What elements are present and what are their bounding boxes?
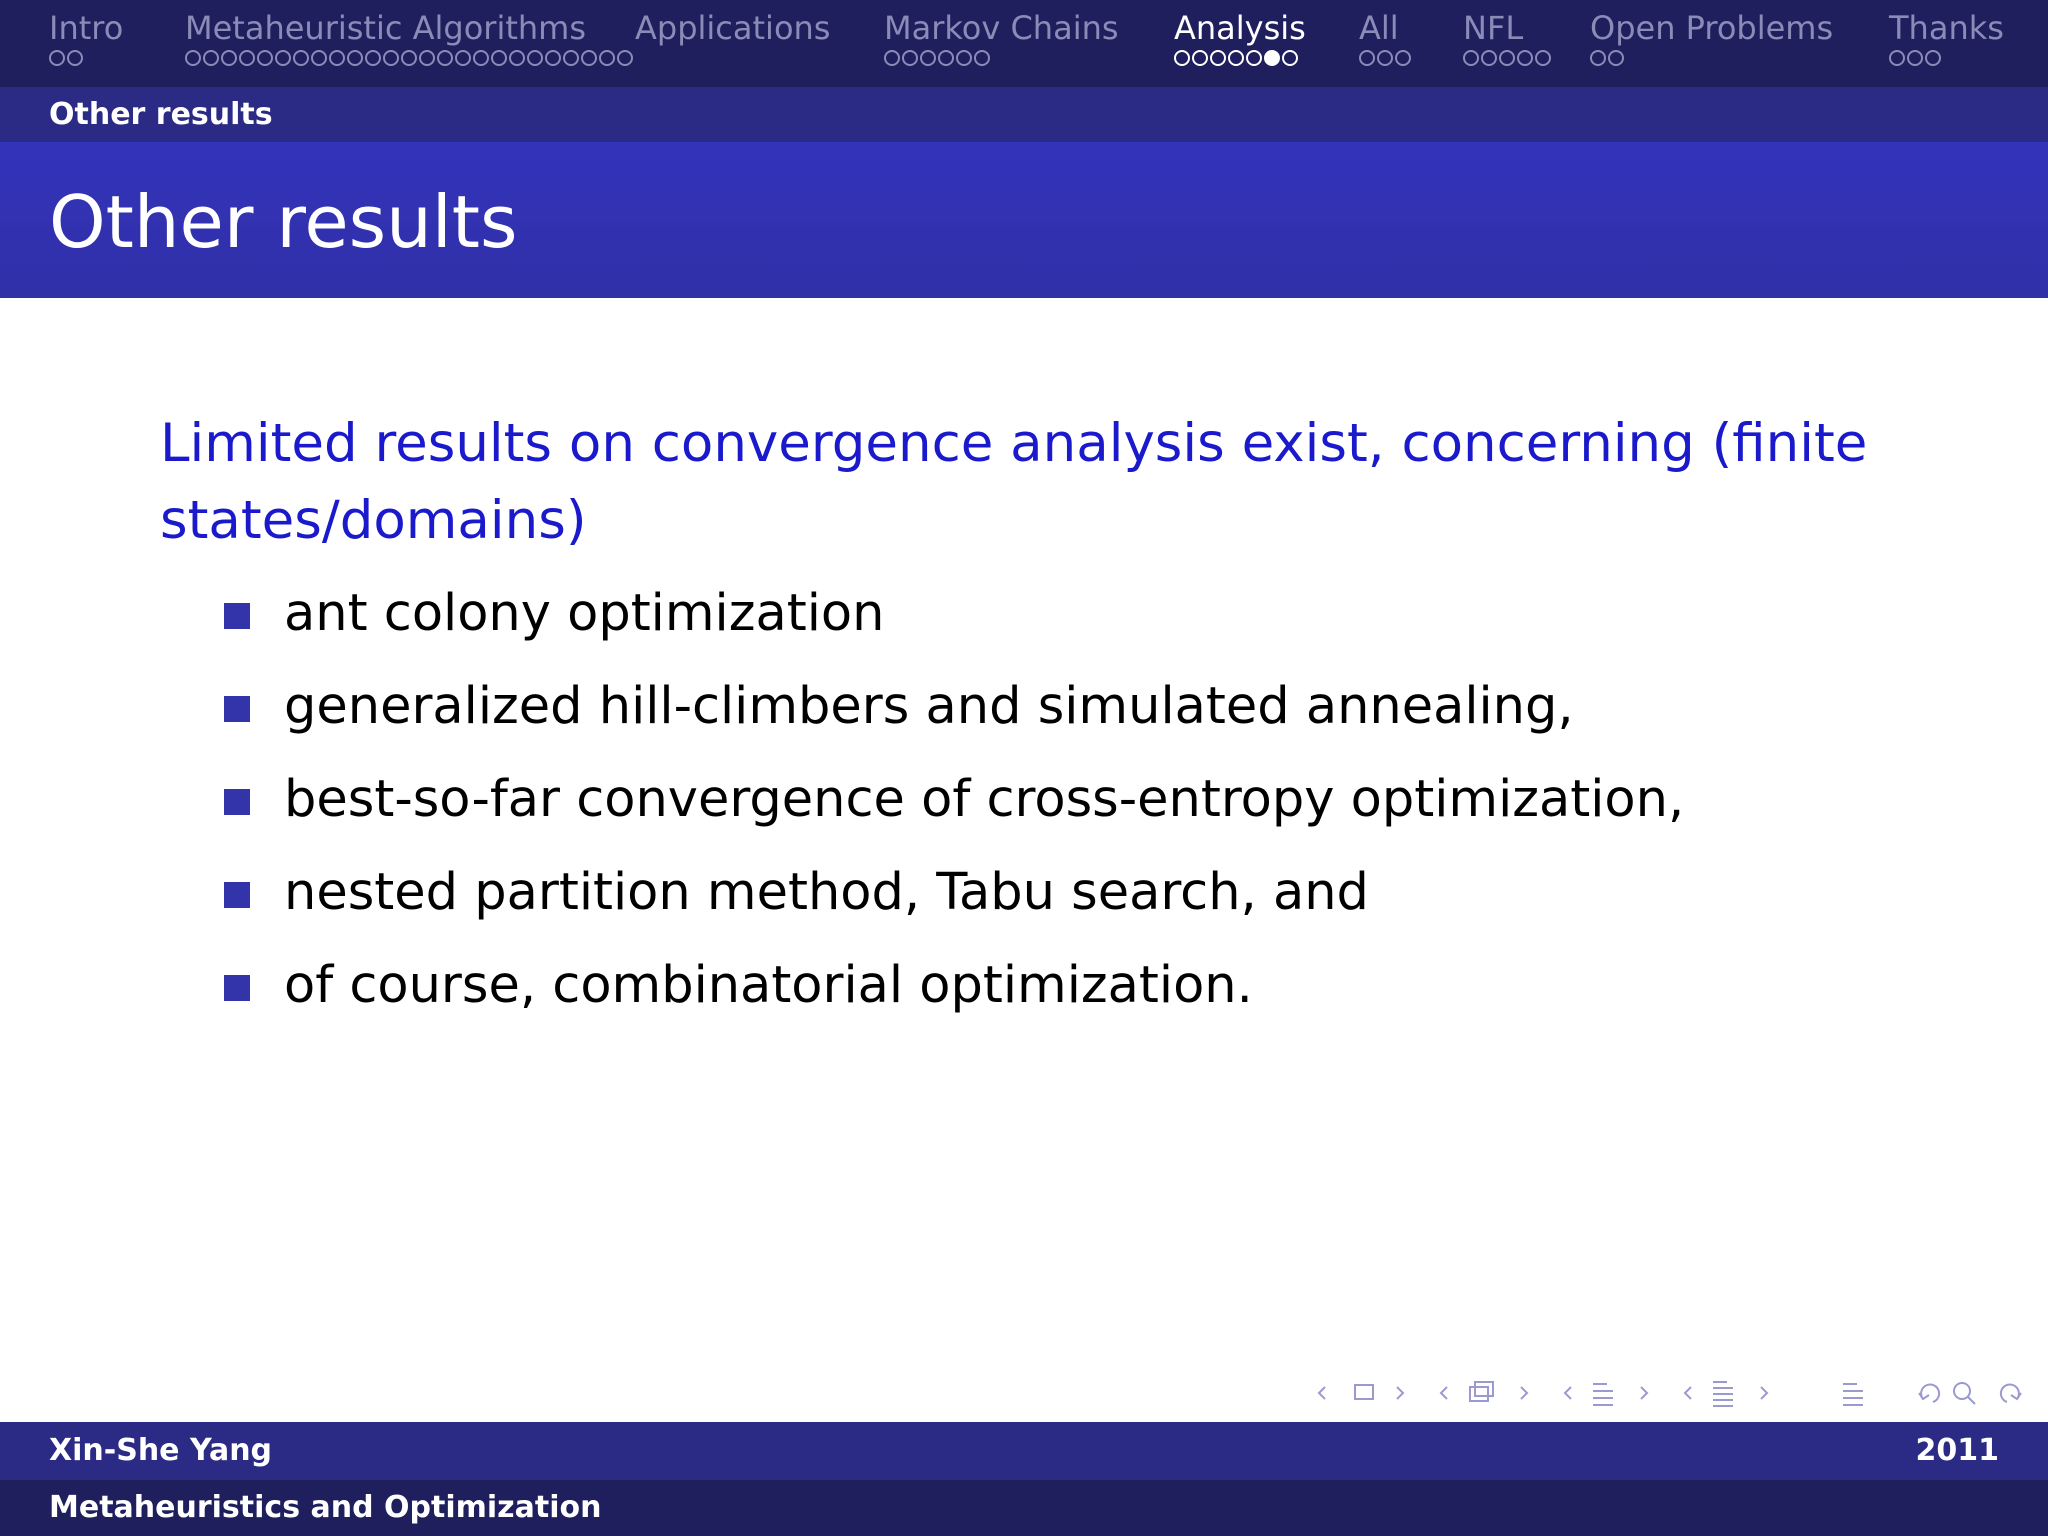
- frame-dot[interactable]: [311, 50, 327, 66]
- frame-dot[interactable]: [49, 50, 65, 66]
- nav-section-nfl[interactable]: [1463, 8, 1553, 70]
- frame-dot[interactable]: [1246, 50, 1262, 66]
- nav-section-all[interactable]: [1359, 8, 1413, 70]
- nav-section-title[interactable]: Analysis: [1174, 9, 1306, 47]
- frame-dot[interactable]: [491, 50, 507, 66]
- next-subsection-icon[interactable]: [1521, 1387, 1527, 1399]
- frame-dot[interactable]: [1889, 50, 1905, 66]
- previous-subsection-icon[interactable]: [1441, 1387, 1447, 1399]
- nav-section-title[interactable]: Open Problems: [1590, 9, 1834, 47]
- bullet-text: ant colony optimization: [284, 584, 885, 643]
- square-bullet-icon: [224, 975, 250, 1001]
- frame-dot[interactable]: [275, 50, 291, 66]
- nav-section-analysis[interactable]: [1174, 8, 1306, 70]
- section-nav-group[interactable]: [1565, 1384, 1647, 1405]
- nav-symbols-svg: [1315, 1375, 2035, 1411]
- frame-dot[interactable]: [1517, 50, 1533, 66]
- square-bullet-icon: [224, 603, 250, 629]
- frame-dot[interactable]: [1192, 50, 1208, 66]
- bullet-text: nested partition method, Tabu search, and: [284, 863, 1369, 922]
- frame-dot[interactable]: [401, 50, 417, 66]
- frame-dot[interactable]: [1925, 50, 1941, 66]
- square-bullet-icon: [224, 696, 250, 722]
- nav-frame-dots[interactable]: [884, 50, 1119, 70]
- frame-dot[interactable]: [1481, 50, 1497, 66]
- intro-text: Limited results on convergence analysis exist, concerning (finite states/domains): [160, 413, 1868, 551]
- frame-dot[interactable]: [1535, 50, 1551, 66]
- subsection-icon[interactable]: [1470, 1382, 1493, 1401]
- frame-dot[interactable]: [974, 50, 990, 66]
- nav-frame-dots[interactable]: [1590, 50, 1833, 70]
- frame-dot[interactable]: [902, 50, 918, 66]
- footer-year: 2011: [1915, 1433, 1999, 1468]
- nav-section-title[interactable]: Markov Chains: [884, 9, 1119, 47]
- frame-dot[interactable]: [473, 50, 489, 66]
- nav-frame-dots[interactable]: [185, 50, 635, 70]
- frame-dot[interactable]: [455, 50, 471, 66]
- frame-dot[interactable]: [617, 50, 633, 66]
- bullet-text: of course, combinatorial optimization.: [284, 956, 1253, 1015]
- subsection-bar: [0, 87, 2048, 142]
- forward-icon[interactable]: [2001, 1384, 2021, 1402]
- next-frame-icon[interactable]: [1397, 1387, 1403, 1399]
- frame-title: Other results: [49, 180, 518, 264]
- nav-section-title[interactable]: Intro: [49, 9, 124, 47]
- subsection-nav-group[interactable]: [1441, 1382, 1527, 1401]
- frame-dot[interactable]: [1907, 50, 1923, 66]
- frame-nav-group[interactable]: [1319, 1385, 1403, 1399]
- frame-dot[interactable]: [257, 50, 273, 66]
- frame-dot[interactable]: [1590, 50, 1606, 66]
- frame-dot[interactable]: [1282, 50, 1298, 66]
- frame-dot[interactable]: [1608, 50, 1624, 66]
- frame-dot[interactable]: [509, 50, 525, 66]
- appendix-icon[interactable]: [1843, 1384, 1863, 1405]
- nav-frame-dots[interactable]: [1174, 50, 1306, 70]
- nav-section-title[interactable]: Applications: [635, 9, 831, 47]
- frame-dot[interactable]: [419, 50, 435, 66]
- frame-dot[interactable]: [545, 50, 561, 66]
- frame-dot[interactable]: [1228, 50, 1244, 66]
- frame-dot[interactable]: [239, 50, 255, 66]
- frame-dot[interactable]: [563, 50, 579, 66]
- nav-section-thanks[interactable]: [1889, 8, 2004, 70]
- nav-frame-dots[interactable]: [1463, 50, 1553, 70]
- footer-author: Xin-She Yang: [49, 1433, 273, 1468]
- frame-title-bar: [0, 142, 2048, 298]
- footer-presentation-title: Metaheuristics and Optimization: [49, 1490, 602, 1525]
- square-bullet-icon: [224, 789, 250, 815]
- document-icon[interactable]: [1713, 1382, 1733, 1406]
- document-nav-group[interactable]: [1685, 1382, 1767, 1406]
- previous-frame-icon[interactable]: [1319, 1387, 1325, 1399]
- frame-dot[interactable]: [1377, 50, 1393, 66]
- nav-section-markov-chains[interactable]: [884, 8, 1119, 70]
- next-document-section-icon[interactable]: [1761, 1387, 1767, 1399]
- section-icon[interactable]: [1593, 1384, 1613, 1405]
- nav-section-title[interactable]: All: [1359, 9, 1399, 47]
- nav-frame-dots[interactable]: [1889, 50, 2004, 70]
- frame-dot[interactable]: [329, 50, 345, 66]
- nav-section-intro[interactable]: [49, 8, 123, 70]
- beamer-navigation-symbols: [1315, 1375, 2035, 1411]
- square-bullet-icon: [224, 882, 250, 908]
- footer-title-bar: [0, 1480, 2048, 1536]
- frame-dot[interactable]: [1463, 50, 1479, 66]
- frame-dot[interactable]: [347, 50, 363, 66]
- frame-dot[interactable]: [365, 50, 381, 66]
- frame-dot[interactable]: [956, 50, 972, 66]
- frame-dot[interactable]: [437, 50, 453, 66]
- frame-dot[interactable]: [1210, 50, 1226, 66]
- footer-author-bar: [0, 1422, 2048, 1480]
- frame-dot[interactable]: [581, 50, 597, 66]
- nav-section-title[interactable]: NFL: [1463, 9, 1524, 47]
- frame-icon[interactable]: [1355, 1385, 1373, 1399]
- frame-dot[interactable]: [1395, 50, 1411, 66]
- frame-dot[interactable]: [884, 50, 900, 66]
- nav-section-metaheuristic-algorithms[interactable]: [185, 8, 635, 70]
- previous-section-icon[interactable]: [1565, 1387, 1571, 1399]
- bullet-text: best-so-far convergence of cross-entropy optimization,: [284, 770, 1685, 829]
- nav-section-applications[interactable]: [635, 8, 830, 48]
- nav-section-open-problems[interactable]: [1590, 8, 1833, 70]
- frame-dot[interactable]: [920, 50, 936, 66]
- frame-dot[interactable]: [1174, 50, 1190, 66]
- frame-dot[interactable]: [293, 50, 309, 66]
- next-section-icon[interactable]: [1641, 1387, 1647, 1399]
- frame-dot[interactable]: [1359, 50, 1375, 66]
- section-navigation-bar: [0, 0, 2048, 87]
- frame-dot[interactable]: [203, 50, 219, 66]
- frame-dot[interactable]: [185, 50, 201, 66]
- back-icon[interactable]: [1919, 1384, 1939, 1402]
- frame-dot[interactable]: [938, 50, 954, 66]
- frame-dot[interactable]: [383, 50, 399, 66]
- previous-document-section-icon[interactable]: [1685, 1387, 1691, 1399]
- frame-dot[interactable]: [527, 50, 543, 66]
- frame-dot[interactable]: [67, 50, 83, 66]
- frame-dot[interactable]: [1499, 50, 1515, 66]
- current-frame-dot[interactable]: [1264, 50, 1280, 66]
- frame-dot[interactable]: [221, 50, 237, 66]
- nav-section-title[interactable]: Thanks: [1889, 9, 2004, 47]
- subsection-title[interactable]: Other results: [49, 97, 273, 132]
- nav-section-title[interactable]: Metaheuristic Algorithms: [185, 9, 587, 47]
- nav-frame-dots[interactable]: [49, 50, 123, 70]
- nav-frame-dots[interactable]: [1359, 50, 1413, 70]
- frame-dot[interactable]: [599, 50, 615, 66]
- search-icon[interactable]: [1954, 1383, 1975, 1404]
- bullet-text: generalized hill-climbers and simulated annealing,: [284, 677, 1574, 736]
